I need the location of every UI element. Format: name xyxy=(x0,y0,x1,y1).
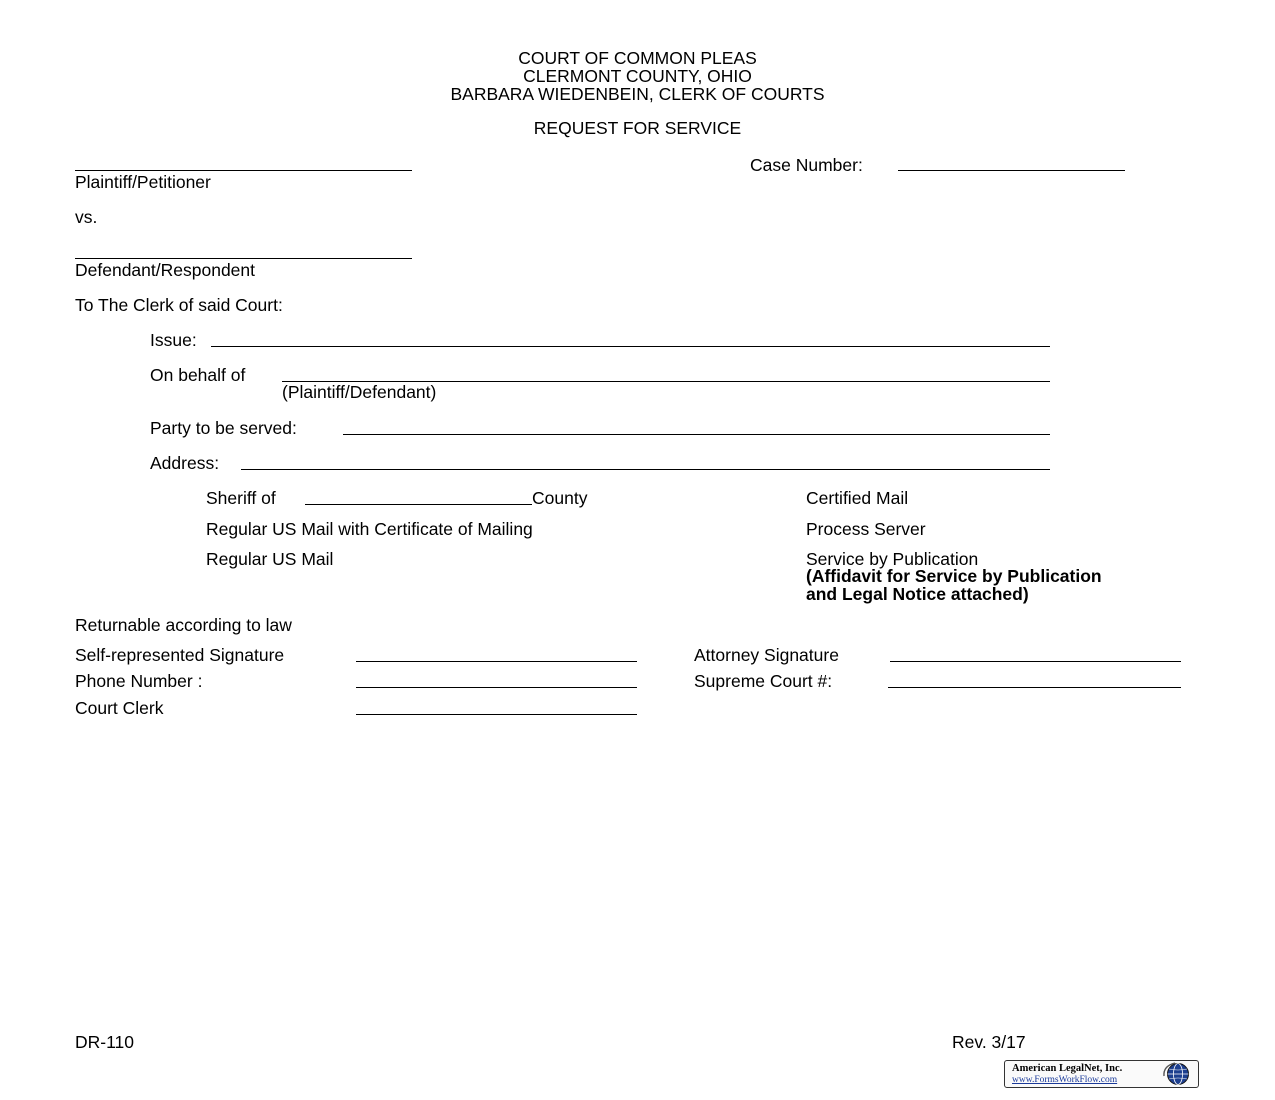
sheriff-option-label[interactable]: Sheriff of xyxy=(206,488,276,508)
court-clerk-label: Court Clerk xyxy=(75,698,164,718)
publication-note-line-2: and Legal Notice attached) xyxy=(806,584,1029,604)
supreme-court-field-line[interactable] xyxy=(888,687,1181,688)
publication-note-line-1: (Affidavit for Service by Publication xyxy=(806,566,1102,586)
on-behalf-hint: (Plaintiff/Defendant) xyxy=(282,382,437,402)
party-served-field-line[interactable] xyxy=(343,434,1050,435)
returnable-text: Returnable according to law xyxy=(75,615,292,635)
form-id: DR-110 xyxy=(75,1032,135,1052)
party-served-label: Party to be served: xyxy=(150,418,297,438)
defendant-field-line[interactable] xyxy=(75,258,412,259)
court-clerk-field-line[interactable] xyxy=(356,714,637,715)
on-behalf-label: On behalf of xyxy=(150,365,246,385)
logo-url-link[interactable]: www.FormsWorkFlow.com xyxy=(1012,1075,1118,1085)
plaintiff-field-line[interactable] xyxy=(75,170,412,171)
plaintiff-label: Plaintiff/Petitioner xyxy=(75,172,211,192)
self-signature-field-line[interactable] xyxy=(356,661,637,662)
globe-icon xyxy=(1161,1062,1195,1086)
publication-option[interactable]: Service by Publication xyxy=(806,549,979,569)
revision-date: Rev. 3/17 xyxy=(952,1032,1026,1052)
process-server-option[interactable]: Process Server xyxy=(806,519,926,539)
case-number-field-line[interactable] xyxy=(898,170,1125,171)
phone-field-line[interactable] xyxy=(356,687,637,688)
sheriff-county-field-line[interactable] xyxy=(305,504,532,505)
supreme-court-label: Supreme Court #: xyxy=(694,671,833,691)
court-name: COURT OF COMMON PLEAS xyxy=(518,48,757,68)
clerk-name: BARBARA WIEDENBEIN, CLERK OF COURTS xyxy=(450,84,825,104)
american-legalnet-logo[interactable] xyxy=(1004,1060,1199,1088)
issue-field-line[interactable] xyxy=(211,346,1050,347)
address-label: Address: xyxy=(150,453,220,473)
logo-company-name: American LegalNet, Inc. xyxy=(1012,1063,1123,1074)
attorney-signature-field-line[interactable] xyxy=(890,661,1181,662)
versus-label: vs. xyxy=(75,207,98,227)
self-signature-label: Self-represented Signature xyxy=(75,645,285,665)
phone-label: Phone Number : xyxy=(75,671,203,691)
issue-label: Issue: xyxy=(150,330,197,350)
regular-mail-option[interactable]: Regular US Mail xyxy=(206,549,334,569)
sheriff-county-label: County xyxy=(532,488,588,508)
form-title: REQUEST FOR SERVICE xyxy=(533,118,742,138)
certified-mail-option[interactable]: Certified Mail xyxy=(806,488,909,508)
defendant-label: Defendant/Respondent xyxy=(75,260,255,280)
address-field-line[interactable] xyxy=(241,469,1050,470)
county-name: CLERMONT COUNTY, OHIO xyxy=(523,66,752,86)
regular-mail-certificate-option[interactable]: Regular US Mail with Certificate of Mailing xyxy=(206,519,533,539)
case-number-label: Case Number: xyxy=(750,155,863,175)
attorney-signature-label: Attorney Signature xyxy=(694,645,839,665)
to-clerk-text: To The Clerk of said Court: xyxy=(75,295,283,315)
